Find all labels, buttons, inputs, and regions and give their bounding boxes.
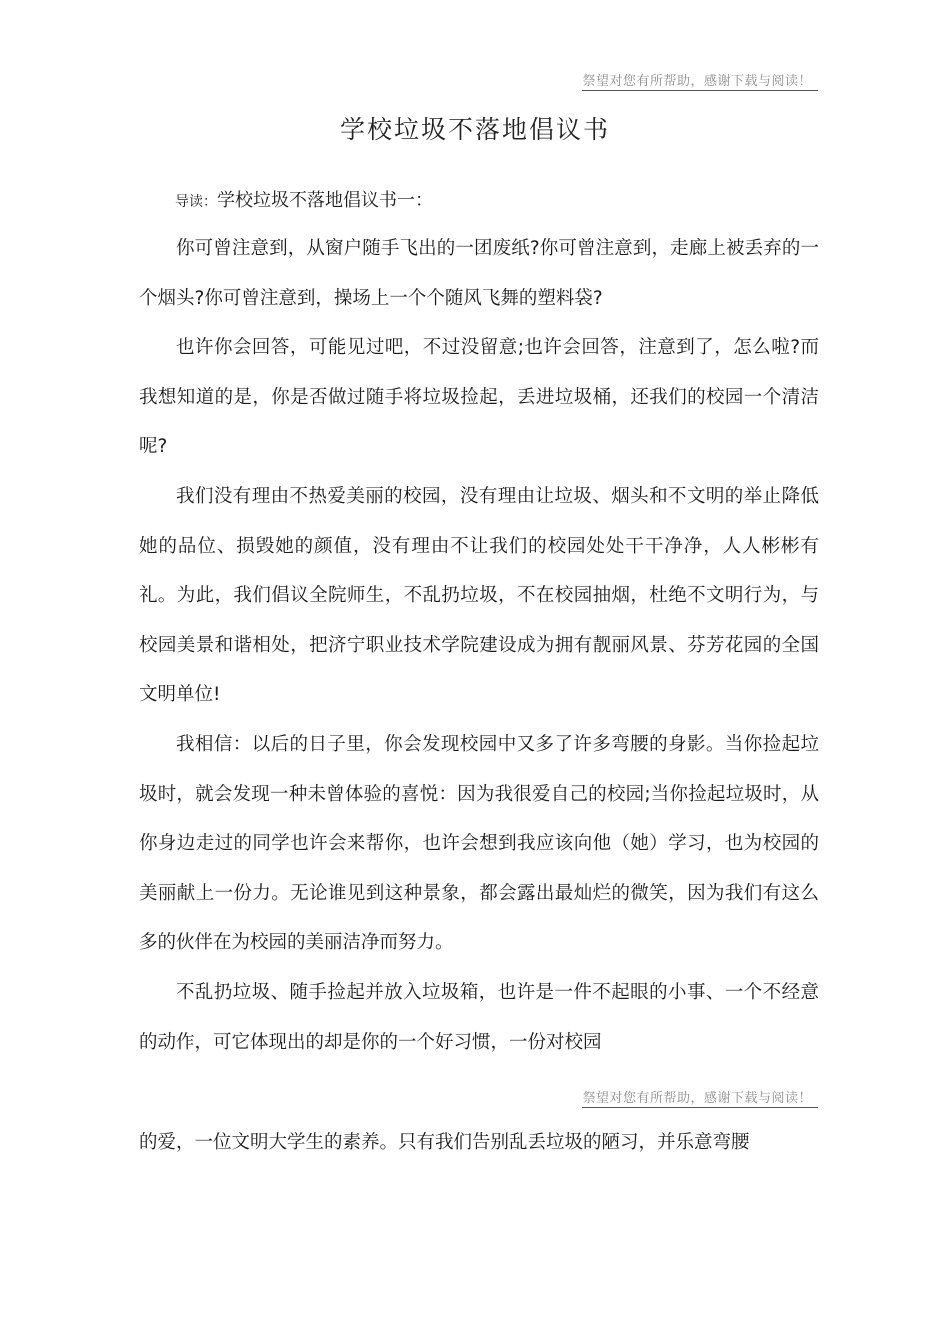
paragraph: 我们没有理由不热爱美丽的校园，没有理由让垃圾、烟头和不文明的举止降低她的品位、损毁她的颜值，没有理由不让我们的校园处处干干净净，人人彬彬有礼。为此，我们倡议全院师生，不乱扔垃圾，不在校园抽烟，杜绝不文明行为，与校园美景和谐相处，把济宁职业技术学院建设成为拥有靓丽风景、芬芳花园的全国文明单位! [139,485,819,706]
paragraph: 你可曾注意到，从窗户随手飞出的一团废纸?你可曾注意到，走廊上被丢弃的一个烟头?你可曾注意到，操场上一个个随风飞舞的塑料袋? [139,238,819,309]
document-body [139,224,819,1067]
paragraph: 我相信：以后的日子里，你会发现校园中又多了许多弯腰的身影。当你捡起垃圾时，就会发现一种未曾体验的喜悦：因为我很爱自己的校园;当你捡起垃圾时，从你身边走过的同学也许会来帮你，也许会想到我应该向他（她）学习，也为校园的美丽献上一份力。无论谁见到这种景象，都会露出最灿烂的微笑，因为我们有这么多的伙伴在为校园的美丽洁净而努力。 [139,733,819,954]
paragraph-continuation: 的爱，一位文明大学生的素养。只有我们告别乱丢垃圾的陋习，并乐意弯腰 [139,1132,750,1153]
document-title: 学校垃圾不落地倡议书 [339,115,610,144]
paragraph: 也许你会回答，可能见过吧，不过没留意;也许会回答，注意到了，怎么啦?而我想知道的是，你是否做过随手将垃圾捡起，丢进垃圾桶，还我们的校园一个清洁呢? [139,337,819,458]
page-header-note: 祭望对您有所帮助，感谢下载与阅读！ [582,70,818,91]
lead-text: 学校垃圾不落地倡议书一： [217,190,433,211]
page-break-header-note: 祭望对您有所帮助，感谢下载与阅读！ [582,1087,818,1108]
lead-line [175,186,433,212]
paragraph: 不乱扔垃圾、随手捡起并放入垃圾箱，也许是一件不起眼的小事、一个不经意的动作，可它体现出的却是你的一个好习惯，一份对校园 [139,981,819,1053]
document-body-continued [139,1118,819,1168]
lead-label: 导读： [175,194,217,210]
